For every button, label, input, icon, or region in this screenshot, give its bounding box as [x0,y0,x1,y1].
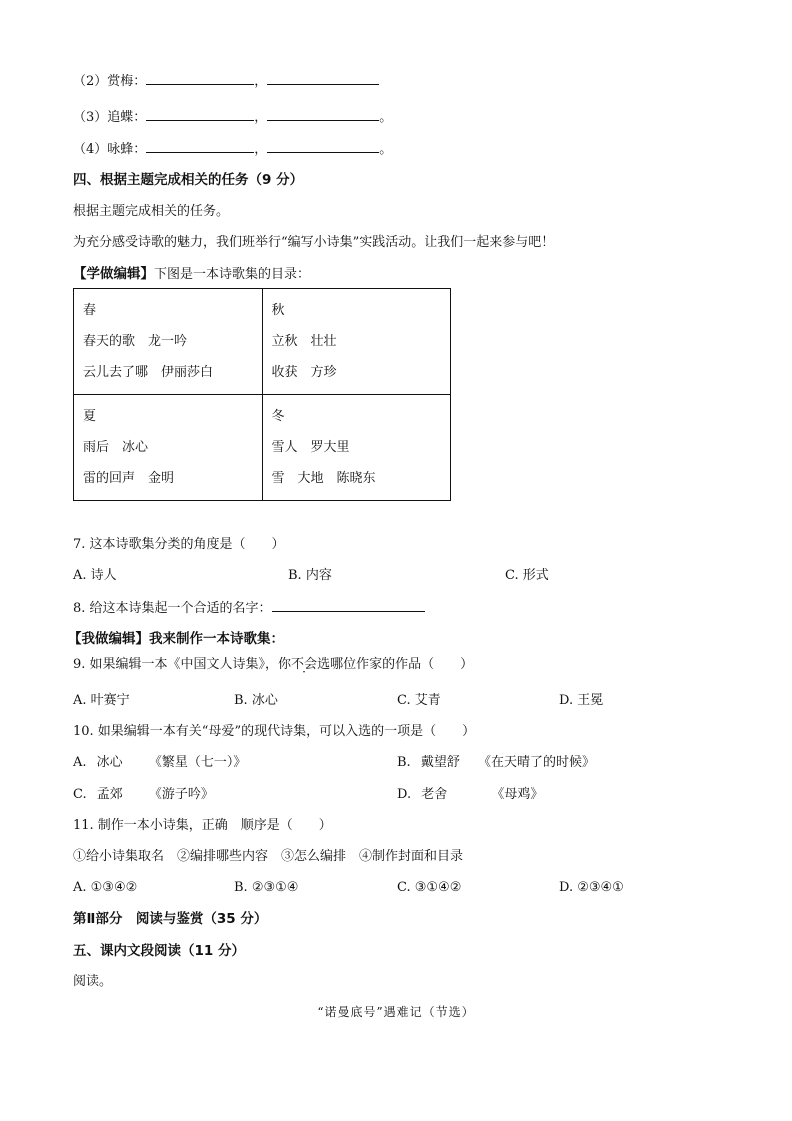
q9-option-a[interactable]: A. 叶赛宁 [73,693,130,708]
q10-option-d[interactable] [397,785,543,805]
answer-blank[interactable] [146,138,254,153]
q9-emphasis: 不会 [291,657,318,672]
separator: ， [254,74,268,89]
toc-entry: 雪 大地 陈晓东 [271,471,376,486]
toc-entry: 雪人 罗大里 [271,440,350,455]
section4-heading: 四、根据主题完成相关的任务（9 分） [73,172,304,188]
option-author: 戴望舒 [420,755,460,770]
section4-intro2: 为充分感受诗歌的魅力，我们班举行“编写小诗集”实践活动。让我们一起来参与吧！ [73,235,555,250]
question-11: 11. 制作一本小诗集，正确 顺序是（ ） [73,818,332,833]
q11-option-a[interactable]: A. ①③④② [73,880,138,895]
passage-title: “诺曼底号”遇难记（节选） [317,1005,475,1019]
q11-steps: ①给小诗集取名 ②编排哪些内容 ③怎么编排 ④制作封面和目录 [73,849,464,864]
q7-option-a[interactable]: A. 诗人 [73,568,117,583]
section5-intro: 阅读。 [73,974,113,989]
option-work: 《母鸡》 [491,787,544,802]
toc-cell-winter [262,395,451,501]
q9-option-c[interactable]: C. 艾青 [397,693,441,708]
q11-option-c[interactable]: C. ③①④② [397,880,462,895]
part1-tag: 【学做编辑】 [73,266,154,282]
part1-line [73,264,310,285]
toc-cell-spring [74,289,263,395]
section4-intro1: 根据主题完成相关的任务。 [73,204,230,219]
option-work: 《繁星（七一）》 [148,755,247,770]
toc-entry: 雨后 冰心 [83,440,149,455]
end-punct: 。 [379,110,393,125]
option-letter: D. [397,787,412,802]
answer-blank[interactable] [146,106,254,121]
answer-blank[interactable] [267,70,379,85]
answer-blank[interactable] [146,70,254,85]
option-letter: A. [73,755,87,770]
section5-heading: 五、课内文段阅读（11 分） [73,943,245,959]
option-author: 孟郊 [96,787,123,802]
end-punct: 。 [379,142,393,157]
toc-season-title: 秋 [271,303,285,318]
option-work: 《游子吟》 [148,787,214,802]
fill-line-2 [73,70,379,92]
fill-line-4 [73,138,392,160]
option-author: 冰心 [96,755,123,770]
q8-answer-blank[interactable] [272,597,425,612]
toc-season-title: 冬 [271,409,285,424]
part2-reading-heading: 第Ⅱ部分 阅读与鉴赏（35 分） [73,911,268,927]
toc-cell-autumn [262,289,451,395]
q10-option-b[interactable] [397,753,595,773]
q7-option-c[interactable]: C. 形式 [505,568,549,583]
option-letter: C. [73,787,87,802]
part2-heading: 【我做编辑】我来制作一本诗歌集： [68,631,284,647]
fill-label: （3）追蝶： [73,110,147,125]
question-8 [73,597,425,619]
toc-entry: 雷的回声 金明 [83,471,175,486]
q10-option-c[interactable] [73,785,214,805]
question-9 [73,655,473,675]
fill-line-3 [73,106,392,128]
question-7: 7. 这本诗歌集分类的角度是（ ） [73,537,285,552]
toc-entry: 立秋 壮壮 [271,334,337,349]
answer-blank[interactable] [267,138,379,153]
toc-cell-summer [74,395,263,501]
q9-text-pre: 9. 如果编辑一本《中国文人诗集》，你 [73,657,292,672]
q7-option-b[interactable]: B. 内容 [288,568,332,583]
q11-option-b[interactable]: B. ②③①④ [234,880,299,895]
fill-label: （2）赏梅： [73,74,147,89]
option-author: 老舍 [421,787,448,802]
answer-blank[interactable] [267,106,379,121]
option-letter: B. [397,755,411,770]
q9-text-post: 选哪位作家的作品（ ） [317,657,474,672]
q9-option-d[interactable]: D. 王冕 [559,693,604,708]
poetry-toc-table [73,288,451,501]
option-work: 《在天晴了的时候》 [477,755,595,770]
fill-label: （4）咏蜂： [73,142,147,157]
q10-option-a[interactable] [73,753,246,773]
separator: ， [254,110,268,125]
q9-option-b[interactable]: B. 冰心 [234,693,278,708]
question-10: 10. 如果编辑一本有关“母爱”的现代诗集，可以入选的一项是（ ） [73,724,476,739]
toc-season-title: 春 [83,303,97,318]
part1-text: 下图是一本诗歌集的目录： [154,267,311,282]
toc-entry: 云儿去了哪 伊丽莎白 [83,365,214,380]
q11-option-d[interactable]: D. ②③④① [559,880,624,895]
q8-text: 8. 给这本诗集起一个合适的名字： [73,601,272,616]
separator: ， [254,142,268,157]
toc-entry: 收获 方珍 [271,365,337,380]
toc-season-title: 夏 [83,409,97,424]
toc-entry: 春天的歌 龙一吟 [83,334,188,349]
